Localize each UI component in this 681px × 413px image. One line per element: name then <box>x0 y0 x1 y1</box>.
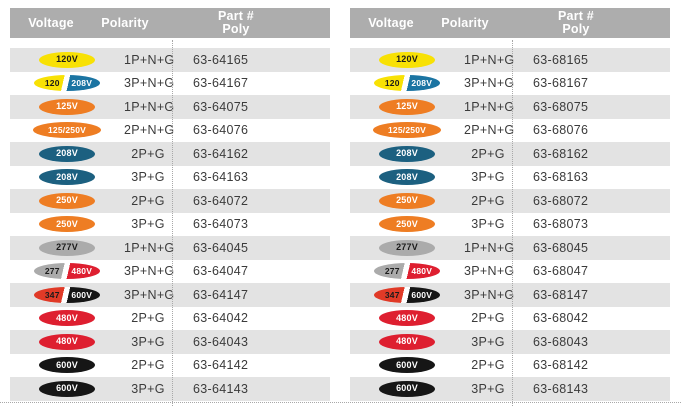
table-row <box>350 72 670 96</box>
part-number: 63-64167 <box>193 76 249 91</box>
voltage-cell <box>350 240 450 256</box>
badge-left-label: 277 <box>44 266 60 276</box>
polarity-value: 3P+G <box>131 170 165 185</box>
part-number: 63-64073 <box>193 217 249 232</box>
part-number: 63-68073 <box>533 217 589 232</box>
polarity-value: 2P+G <box>471 193 505 208</box>
part-number: 63-64162 <box>193 146 249 161</box>
part-number: 63-68165 <box>533 52 589 67</box>
part-number: 63-64043 <box>193 334 249 349</box>
table-row <box>350 119 670 143</box>
voltage-badge <box>374 263 440 279</box>
polarity-value: 1P+N+G <box>464 240 515 255</box>
polarity-column-header: Polarity <box>101 16 149 30</box>
voltage-cell <box>350 146 450 162</box>
part-number: 63-64075 <box>193 99 249 114</box>
part-header-line1: Part # <box>218 9 254 23</box>
part-number: 63-68047 <box>533 264 589 279</box>
voltage-badge <box>374 75 440 91</box>
voltage-badge: 250V <box>379 193 435 209</box>
table-row <box>10 166 330 190</box>
badge-left-label: 347 <box>44 289 60 300</box>
parts-table-right <box>350 8 670 401</box>
badge-right-label: 480V <box>71 266 93 276</box>
table-row <box>10 330 330 354</box>
table-row <box>350 260 670 284</box>
voltage-badge: 600V <box>379 357 435 373</box>
part-number: 63-68162 <box>533 146 589 161</box>
voltage-cell <box>350 334 450 350</box>
polarity-value: 2P+G <box>471 146 505 161</box>
polarity-value: 2P+N+G <box>124 123 175 138</box>
polarity-value: 3P+G <box>131 217 165 232</box>
table-row <box>350 330 670 354</box>
part-number: 63-68076 <box>533 123 589 138</box>
voltage-cell <box>10 169 110 185</box>
voltage-badge: 277V <box>39 240 95 256</box>
voltage-cell <box>10 381 110 397</box>
polarity-value: 3P+N+G <box>464 287 515 302</box>
voltage-badge: 250V <box>379 216 435 232</box>
voltage-cell <box>10 122 110 138</box>
voltage-column-header: Voltage <box>368 16 414 30</box>
part-number: 63-64147 <box>193 287 249 302</box>
voltage-badge: 250V <box>39 216 95 232</box>
voltage-cell <box>10 52 110 68</box>
polarity-value: 3P+G <box>471 381 505 396</box>
voltage-cell <box>10 357 110 373</box>
table-row <box>350 189 670 213</box>
badge-left-label: 347 <box>384 289 400 300</box>
voltage-cell <box>350 75 450 91</box>
part-number: 63-68167 <box>533 76 589 91</box>
voltage-badge: 480V <box>39 334 95 350</box>
table-row <box>10 354 330 378</box>
header-gap <box>350 38 670 48</box>
part-number: 63-68072 <box>533 193 589 208</box>
table-row <box>10 142 330 166</box>
part-number: 63-64076 <box>193 123 249 138</box>
polarity-value: 2P+G <box>131 193 165 208</box>
table-row <box>350 95 670 119</box>
table-row <box>350 377 670 401</box>
part-number: 63-64142 <box>193 358 249 373</box>
part-number: 63-68163 <box>533 170 589 185</box>
table-row <box>10 236 330 260</box>
table-body <box>350 48 670 401</box>
part-column-header <box>168 10 330 36</box>
voltage-badge: 208V <box>379 169 435 185</box>
table-row <box>350 307 670 331</box>
voltage-badge: 480V <box>379 334 435 350</box>
polarity-value: 2P+G <box>131 146 165 161</box>
polarity-value: 2P+G <box>131 358 165 373</box>
part-number: 63-64143 <box>193 381 249 396</box>
voltage-cell <box>10 310 110 326</box>
table-row <box>10 260 330 284</box>
part-number: 63-68142 <box>533 358 589 373</box>
badge-right-label: 600V <box>411 289 433 300</box>
voltage-badge: 600V <box>39 381 95 397</box>
polarity-value: 3P+G <box>131 334 165 349</box>
voltage-badge: 125V <box>39 99 95 115</box>
voltage-cell <box>350 99 450 115</box>
badge-right-label: 208V <box>71 78 93 88</box>
voltage-badge: 480V <box>379 310 435 326</box>
table-row <box>10 283 330 307</box>
table-row <box>10 377 330 401</box>
table-row <box>10 72 330 96</box>
voltage-badge: 250V <box>39 193 95 209</box>
polarity-value: 3P+G <box>471 334 505 349</box>
table-row <box>350 48 670 72</box>
voltage-badge: 120V <box>379 52 435 68</box>
part-number: 63-64163 <box>193 170 249 185</box>
voltage-cell <box>10 334 110 350</box>
voltage-cell <box>10 240 110 256</box>
polarity-value: 2P+G <box>471 358 505 373</box>
polarity-value: 1P+N+G <box>464 52 515 67</box>
badge-right-label: 480V <box>411 266 433 276</box>
table-row <box>10 119 330 143</box>
table-row <box>10 48 330 72</box>
polarity-value: 2P+G <box>471 311 505 326</box>
voltage-badge: 277V <box>379 240 435 256</box>
voltage-badge: 600V <box>379 381 435 397</box>
voltage-cell <box>350 357 450 373</box>
part-number: 63-68147 <box>533 287 589 302</box>
polarity-value: 3P+N+G <box>464 264 515 279</box>
table-row <box>350 213 670 237</box>
polarity-value: 1P+N+G <box>124 52 175 67</box>
parts-table-left <box>10 8 330 401</box>
polarity-value: 3P+N+G <box>124 264 175 279</box>
voltage-badge: 125V <box>379 99 435 115</box>
polarity-value: 3P+N+G <box>124 76 175 91</box>
badge-left-label: 120 <box>44 78 60 88</box>
voltage-cell <box>350 169 450 185</box>
badge-right-label: 600V <box>71 289 93 300</box>
voltage-cell <box>350 216 450 232</box>
voltage-column-header: Voltage <box>28 16 74 30</box>
polarity-value: 3P+N+G <box>464 76 515 91</box>
polarity-value: 3P+G <box>471 217 505 232</box>
voltage-cell <box>350 263 450 279</box>
table-row <box>350 166 670 190</box>
part-number: 63-64042 <box>193 311 249 326</box>
part-header-line1: Part # <box>558 9 594 23</box>
voltage-badge: 208V <box>39 146 95 162</box>
table-header <box>350 8 670 38</box>
voltage-cell <box>10 193 110 209</box>
voltage-badge: 125/250V <box>33 122 101 138</box>
table-row <box>10 213 330 237</box>
voltage-cell <box>350 310 450 326</box>
table-row <box>350 236 670 260</box>
polarity-value: 1P+N+G <box>124 240 175 255</box>
part-number: 63-68075 <box>533 99 589 114</box>
column-divider-dotted <box>172 40 173 406</box>
part-header-line2: Poly <box>562 22 590 36</box>
voltage-cell <box>10 216 110 232</box>
voltage-cell <box>10 99 110 115</box>
polarity-value: 2P+G <box>131 311 165 326</box>
polarity-value: 1P+N+G <box>124 99 175 114</box>
polarity-column-header: Polarity <box>441 16 489 30</box>
part-number: 63-64165 <box>193 52 249 67</box>
table-body <box>10 48 330 401</box>
voltage-badge: 600V <box>39 357 95 373</box>
badge-left-label: 277 <box>384 266 400 276</box>
voltage-badge: 120V <box>39 52 95 68</box>
voltage-cell <box>10 146 110 162</box>
part-number: 63-68045 <box>533 240 589 255</box>
part-header-line2: Poly <box>222 22 250 36</box>
voltage-badge: 480V <box>39 310 95 326</box>
part-number: 63-68043 <box>533 334 589 349</box>
voltage-cell <box>350 52 450 68</box>
voltage-cell <box>350 381 450 397</box>
voltage-cell <box>10 75 110 91</box>
part-number: 63-64072 <box>193 193 249 208</box>
part-number: 63-68042 <box>533 311 589 326</box>
part-number: 63-64045 <box>193 240 249 255</box>
bottom-divider-dotted <box>0 402 681 403</box>
table-row <box>10 189 330 213</box>
voltage-badge <box>34 287 100 303</box>
table-row <box>10 307 330 331</box>
badge-left-label: 120 <box>384 78 400 88</box>
column-divider-dotted <box>512 40 513 406</box>
polarity-value: 1P+N+G <box>464 99 515 114</box>
table-row <box>350 283 670 307</box>
table-row <box>350 142 670 166</box>
table-header <box>10 8 330 38</box>
voltage-badge <box>34 75 100 91</box>
voltage-cell <box>10 263 110 279</box>
table-row <box>10 95 330 119</box>
polarity-value: 3P+N+G <box>124 287 175 302</box>
voltage-cell <box>350 287 450 303</box>
voltage-cell <box>350 193 450 209</box>
voltage-cell <box>350 122 450 138</box>
polarity-value: 3P+G <box>471 170 505 185</box>
voltage-badge: 208V <box>39 169 95 185</box>
table-row <box>350 354 670 378</box>
badge-right-label: 208V <box>411 78 433 88</box>
polarity-value: 3P+G <box>131 381 165 396</box>
voltage-badge <box>34 263 100 279</box>
voltage-badge: 208V <box>379 146 435 162</box>
voltage-badge: 125/250V <box>373 122 441 138</box>
polarity-value: 2P+N+G <box>464 123 515 138</box>
voltage-badge <box>374 287 440 303</box>
part-column-header <box>508 10 670 36</box>
part-number: 63-68143 <box>533 381 589 396</box>
header-gap <box>10 38 330 48</box>
voltage-cell <box>10 287 110 303</box>
part-number: 63-64047 <box>193 264 249 279</box>
